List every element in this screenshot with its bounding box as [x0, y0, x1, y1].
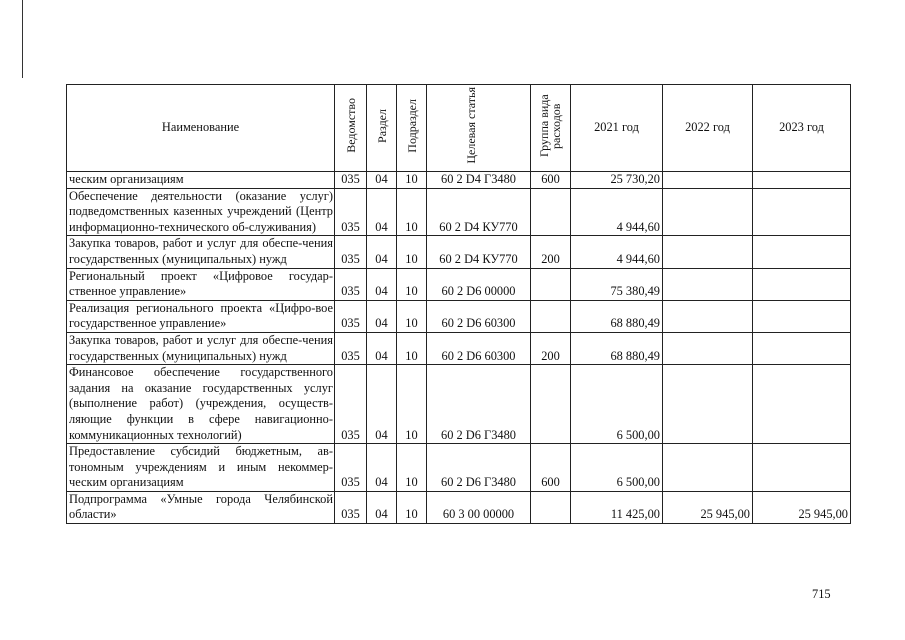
row-2023-cell — [753, 365, 851, 444]
page-number: 715 — [812, 587, 831, 601]
row-gruppa-vida-rashodov-cell — [531, 188, 571, 236]
row-vedomstvo-cell: 035 — [335, 188, 367, 236]
row-tselevaya-statya-cell: 60 2 D6 60300 — [427, 300, 531, 332]
column-header-gruppa-vida-rashodov — [531, 85, 571, 172]
table-row — [67, 365, 851, 444]
row-vedomstvo-cell: 035 — [335, 236, 367, 268]
row-podrazdel-cell: 10 — [397, 268, 427, 300]
column-header-razdel-label: Раздел — [374, 108, 389, 143]
row-2023-cell — [753, 444, 851, 492]
row-razdel-cell: 04 — [367, 268, 397, 300]
table-header-row — [67, 85, 851, 172]
row-name-cell: Закупка товаров, работ и услуг для обеспе-чения государственных (муниципальных) нужд — [67, 332, 335, 364]
row-2021-cell: 25 730,20 — [571, 172, 663, 189]
row-razdel-cell: 04 — [367, 188, 397, 236]
row-gruppa-vida-rashodov-cell — [531, 268, 571, 300]
row-tselevaya-statya-cell: 60 2 D6 Г3480 — [427, 444, 531, 492]
row-name-cell: Финансовое обеспечение государственного задания на оказание государственных услуг (выполнение работ) (учреждения, осуществ-ляющие функции в сфере навигационно-коммуникационных технологий) — [67, 365, 335, 444]
table-row — [67, 268, 851, 300]
row-vedomstvo-cell: 035 — [335, 444, 367, 492]
row-2023-cell — [753, 172, 851, 189]
row-2021-cell: 68 880,49 — [571, 332, 663, 364]
table-row — [67, 236, 851, 268]
row-gruppa-vida-rashodov-cell: 200 — [531, 236, 571, 268]
row-razdel-cell: 04 — [367, 491, 397, 523]
row-podrazdel-cell: 10 — [397, 236, 427, 268]
column-header-vedomstvo — [335, 85, 367, 172]
row-name-cell: Закупка товаров, работ и услуг для обеспе-чения государственных (муниципальных) нужд — [67, 236, 335, 268]
row-gruppa-vida-rashodov-cell: 200 — [531, 332, 571, 364]
row-name-cell: Обеспечение деятельности (оказание услуг) подведомственных казенных учреждений (Центр информационно-технического об-служивания) — [67, 188, 335, 236]
column-header-2022: 2022 год — [663, 85, 753, 172]
row-2022-cell — [663, 332, 753, 364]
row-tselevaya-statya-cell: 60 2 D6 Г3480 — [427, 365, 531, 444]
row-razdel-cell: 04 — [367, 236, 397, 268]
row-razdel-cell: 04 — [367, 172, 397, 189]
column-header-razdel — [367, 85, 397, 172]
row-2023-cell — [753, 332, 851, 364]
row-vedomstvo-cell: 035 — [335, 172, 367, 189]
row-2022-cell — [663, 236, 753, 268]
row-name-cell: Реализация регионального проекта «Цифро-вое государственное управление» — [67, 300, 335, 332]
table-row — [67, 188, 851, 236]
row-2021-cell: 6 500,00 — [571, 365, 663, 444]
row-2023-cell: 25 945,00 — [753, 491, 851, 523]
row-name-cell: ческим организациям — [67, 172, 335, 189]
row-2021-cell: 4 944,60 — [571, 236, 663, 268]
row-podrazdel-cell: 10 — [397, 444, 427, 492]
column-header-vedomstvo-label: Ведомство — [343, 98, 358, 154]
row-vedomstvo-cell: 035 — [335, 491, 367, 523]
table-body — [67, 172, 851, 524]
table-row — [67, 332, 851, 364]
row-podrazdel-cell: 10 — [397, 365, 427, 444]
row-tselevaya-statya-cell: 60 2 D6 60300 — [427, 332, 531, 364]
row-name-cell: Предоставление субсидий бюджетным, ав-тономным учреждениям и иным некоммер-ческим организациям — [67, 444, 335, 492]
column-header-podrazdel-label: Подраздел — [404, 98, 419, 153]
row-2023-cell — [753, 268, 851, 300]
table-row — [67, 300, 851, 332]
row-2022-cell — [663, 300, 753, 332]
row-podrazdel-cell: 10 — [397, 188, 427, 236]
row-podrazdel-cell: 10 — [397, 491, 427, 523]
row-tselevaya-statya-cell: 60 2 D4 Г3480 — [427, 172, 531, 189]
column-header-name: Наименование — [67, 85, 335, 172]
row-razdel-cell: 04 — [367, 444, 397, 492]
row-gruppa-vida-rashodov-cell — [531, 491, 571, 523]
row-tselevaya-statya-cell: 60 2 D4 КУ770 — [427, 236, 531, 268]
row-vedomstvo-cell: 035 — [335, 365, 367, 444]
budget-table — [66, 84, 851, 524]
row-2021-cell: 4 944,60 — [571, 188, 663, 236]
row-2023-cell — [753, 236, 851, 268]
row-2021-cell: 68 880,49 — [571, 300, 663, 332]
row-podrazdel-cell: 10 — [397, 172, 427, 189]
table-row — [67, 172, 851, 189]
row-vedomstvo-cell: 035 — [335, 332, 367, 364]
row-tselevaya-statya-cell: 60 2 D4 КУ770 — [427, 188, 531, 236]
row-2021-cell: 6 500,00 — [571, 444, 663, 492]
row-razdel-cell: 04 — [367, 300, 397, 332]
column-header-tselevaya-statya-label: Целевая статья — [463, 87, 478, 165]
row-2022-cell — [663, 188, 753, 236]
row-gruppa-vida-rashodov-cell: 600 — [531, 172, 571, 189]
row-vedomstvo-cell: 035 — [335, 268, 367, 300]
column-header-tselevaya-statya — [427, 85, 531, 172]
row-vedomstvo-cell: 035 — [335, 300, 367, 332]
row-tselevaya-statya-cell: 60 3 00 00000 — [427, 491, 531, 523]
row-2021-cell: 75 380,49 — [571, 268, 663, 300]
row-tselevaya-statya-cell: 60 2 D6 00000 — [427, 268, 531, 300]
row-2022-cell: 25 945,00 — [663, 491, 753, 523]
column-header-2023: 2023 год — [753, 85, 851, 172]
row-name-cell: Подпрограмма «Умные города Челябинской области» — [67, 491, 335, 523]
margin-rule — [22, 0, 23, 78]
column-header-gruppa-vida-rashodov-label: Группа вида расходов — [536, 94, 563, 158]
row-2022-cell — [663, 172, 753, 189]
row-2022-cell — [663, 365, 753, 444]
row-razdel-cell: 04 — [367, 365, 397, 444]
row-2022-cell — [663, 444, 753, 492]
row-gruppa-vida-rashodov-cell: 600 — [531, 444, 571, 492]
row-2023-cell — [753, 188, 851, 236]
column-header-2021: 2021 год — [571, 85, 663, 172]
row-gruppa-vida-rashodov-cell — [531, 365, 571, 444]
column-header-podrazdel — [397, 85, 427, 172]
table-row — [67, 491, 851, 523]
row-2022-cell — [663, 268, 753, 300]
row-2021-cell: 11 425,00 — [571, 491, 663, 523]
table-row — [67, 444, 851, 492]
row-podrazdel-cell: 10 — [397, 300, 427, 332]
row-podrazdel-cell: 10 — [397, 332, 427, 364]
row-2023-cell — [753, 300, 851, 332]
row-gruppa-vida-rashodov-cell — [531, 300, 571, 332]
row-name-cell: Региональный проект «Цифровое государ-ственное управление» — [67, 268, 335, 300]
row-razdel-cell: 04 — [367, 332, 397, 364]
